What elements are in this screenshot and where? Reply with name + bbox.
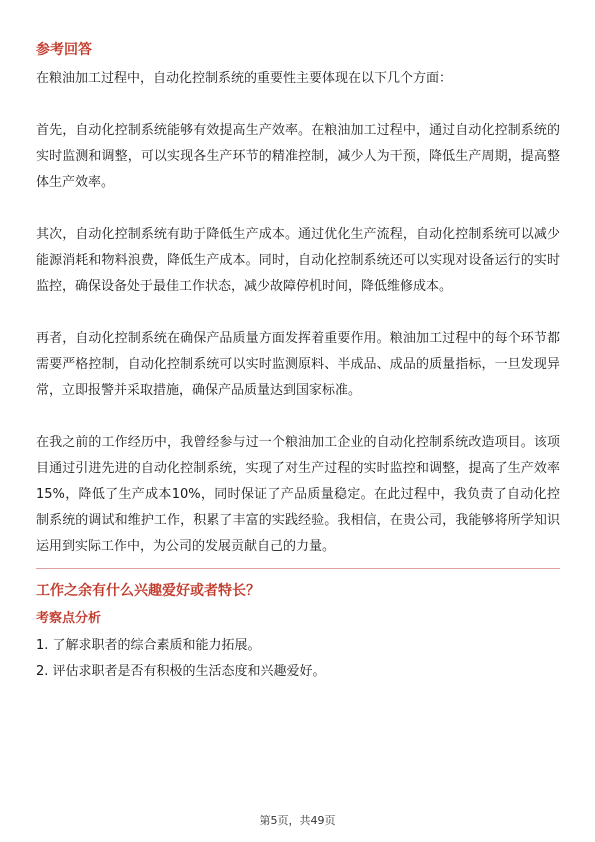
reference-answer-heading: 参考回答 — [36, 42, 92, 58]
section-divider — [36, 568, 560, 569]
analysis-heading: 考察点分析 — [36, 611, 102, 626]
paragraph-efficiency: 首先，自动化控制系统能够有效提高生产效率。在粮油加工过程中，通过自动化控制系统的实时监测和调整，可以实现各生产环节的精准控制，减少人为干预，降低生产周期，提高整体生产效率。 — [36, 123, 560, 190]
page-number-footer: 第5页，共49页 — [259, 814, 336, 827]
paragraph-quality: 再者，自动化控制系统在确保产品质量方面发挥着重要作用。粮油加工过程中的每个环节都需要严格控制，自动化控制系统可以实时监测原料、半成品、成品的质量指标，一旦发现异常，立即报警并采取措施，确保产品质量达到国家标准。 — [36, 331, 560, 398]
document-page — [36, 40, 560, 685]
intro-paragraph: 在粮油加工过程中，自动化控制系统的重要性主要体现在以下几个方面： — [36, 71, 453, 86]
analysis-point: 1. 了解求职者的综合素质和能力拓展。 — [36, 638, 261, 653]
analysis-point: 2. 评估求职者是否有积极的生活态度和兴趣爱好。 — [36, 664, 326, 679]
paragraph-experience: 在我之前的工作经历中，我曾经参与过一个粮油加工企业的自动化控制系统改造项目。该项目通过引进先进的自动化控制系统，实现了对生产过程的实时监控和调整，提高了生产效率15%，降低了生产成本10%，同时保证了产品质量稳定。在此过程中，我负责了自动化控制系统的调试和维护工作，积累了丰富的实践经验。我相信，在贵公司，我能够将所学知识运用到实际工作中，为公司的发展贡献自己的力量。 — [36, 435, 560, 554]
question-title: 工作之余有什么兴趣爱好或者特长？ — [36, 583, 260, 599]
paragraph-cost: 其次，自动化控制系统有助于降低生产成本。通过优化生产流程，自动化控制系统可以减少能源消耗和物料浪费，降低生产成本。同时，自动化控制系统还可以实现对设备运行的实时监控，确保设备处于最佳工作状态，减少故障停机时间，降低维修成本。 — [36, 227, 560, 294]
